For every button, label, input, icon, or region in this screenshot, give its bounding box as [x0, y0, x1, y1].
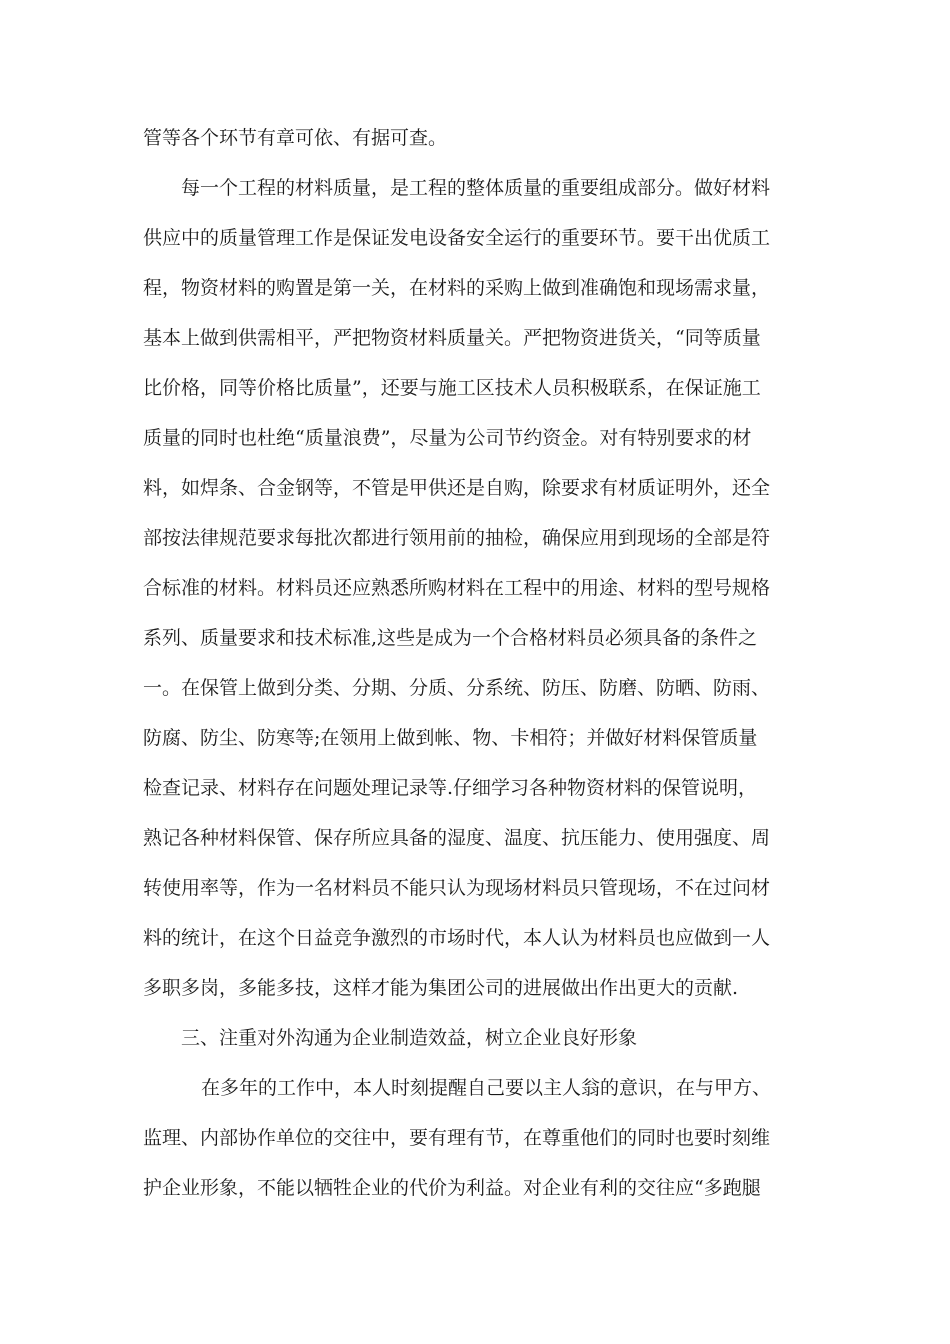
- paragraph-line: 料的统计，在这个日益竞争激烈的市场时代，本人认为材料员也应做到一人: [143, 927, 771, 949]
- paragraph-line: 一。在保管上做到分类、分期、分质、分系统、防压、防磨、防晒、防雨、: [143, 677, 771, 699]
- paragraph-line: 质量的同时也杜绝“质量浪费”，尽量为公司节约资金。对有特别要求的材: [143, 427, 752, 449]
- paragraph-line: 防腐、防尘、防寒等;在领用上做到帐、物、卡相符；并做好材料保管质量: [143, 727, 758, 749]
- paragraph-line: 检查记录、材料存在问题处理记录等.仔细学习各种物资材料的保管说明，: [143, 777, 758, 799]
- paragraph-line: 在多年的工作中，本人时刻提醒自己要以主人翁的意识，在与甲方、: [201, 1077, 772, 1099]
- paragraph-line: 基本上做到供需相平，严把物资材料质量关。严把物资进货关，“同等质量: [143, 327, 761, 349]
- paragraph-line: 多职多岗，多能多技，这样才能为集团公司的进展做出作出更大的贡献.: [143, 977, 739, 999]
- paragraph-line: 比价格，同等价格比质量”，还要与施工区技术人员积极联系，在保证施工: [143, 377, 761, 399]
- paragraph-line: 管等各个环节有章可依、有据可查。: [143, 127, 448, 149]
- paragraph-line: 部按法律规范要求每批次都进行领用前的抽检，确保应用到现场的全部是符: [143, 527, 771, 549]
- paragraph-line: 熟记各种材料保管、保存所应具备的湿度、温度、抗压能力、使用强度、周: [143, 827, 771, 849]
- paragraph-line: 护企业形象，不能以牺牲企业的代价为利益。对企业有利的交往应“多跑腿: [143, 1177, 761, 1199]
- paragraph-line: 合标准的材料。材料员还应熟悉所购材料在工程中的用途、材料的型号规格: [143, 577, 771, 599]
- paragraph-line: 供应中的质量管理工作是保证发电设备安全运行的重要环节。要干出优质工: [143, 227, 771, 249]
- paragraph-line: 每一个工程的材料质量，是工程的整体质量的重要组成部分。做好材料: [181, 177, 771, 199]
- paragraph-line: 程，物资材料的购置是第一关，在材料的采购上做到准确饱和现场需求量，: [143, 277, 771, 299]
- section-heading: 三、注重对外沟通为企业制造效益，树立企业良好形象: [181, 1027, 638, 1049]
- paragraph-line: 转使用率等，作为一名材料员不能只认为现场材料员只管现场，不在过问材: [143, 877, 771, 899]
- paragraph-line: 料，如焊条、合金钢等，不管是甲供还是自购，除要求有材质证明外，还全: [143, 477, 771, 499]
- paragraph-line: 系列、质量要求和技术标准,这些是成为一个合格材料员必须具备的条件之: [143, 627, 758, 649]
- paragraph-line: 监理、内部协作单位的交往中，要有理有节，在尊重他们的同时也要时刻维: [143, 1127, 771, 1149]
